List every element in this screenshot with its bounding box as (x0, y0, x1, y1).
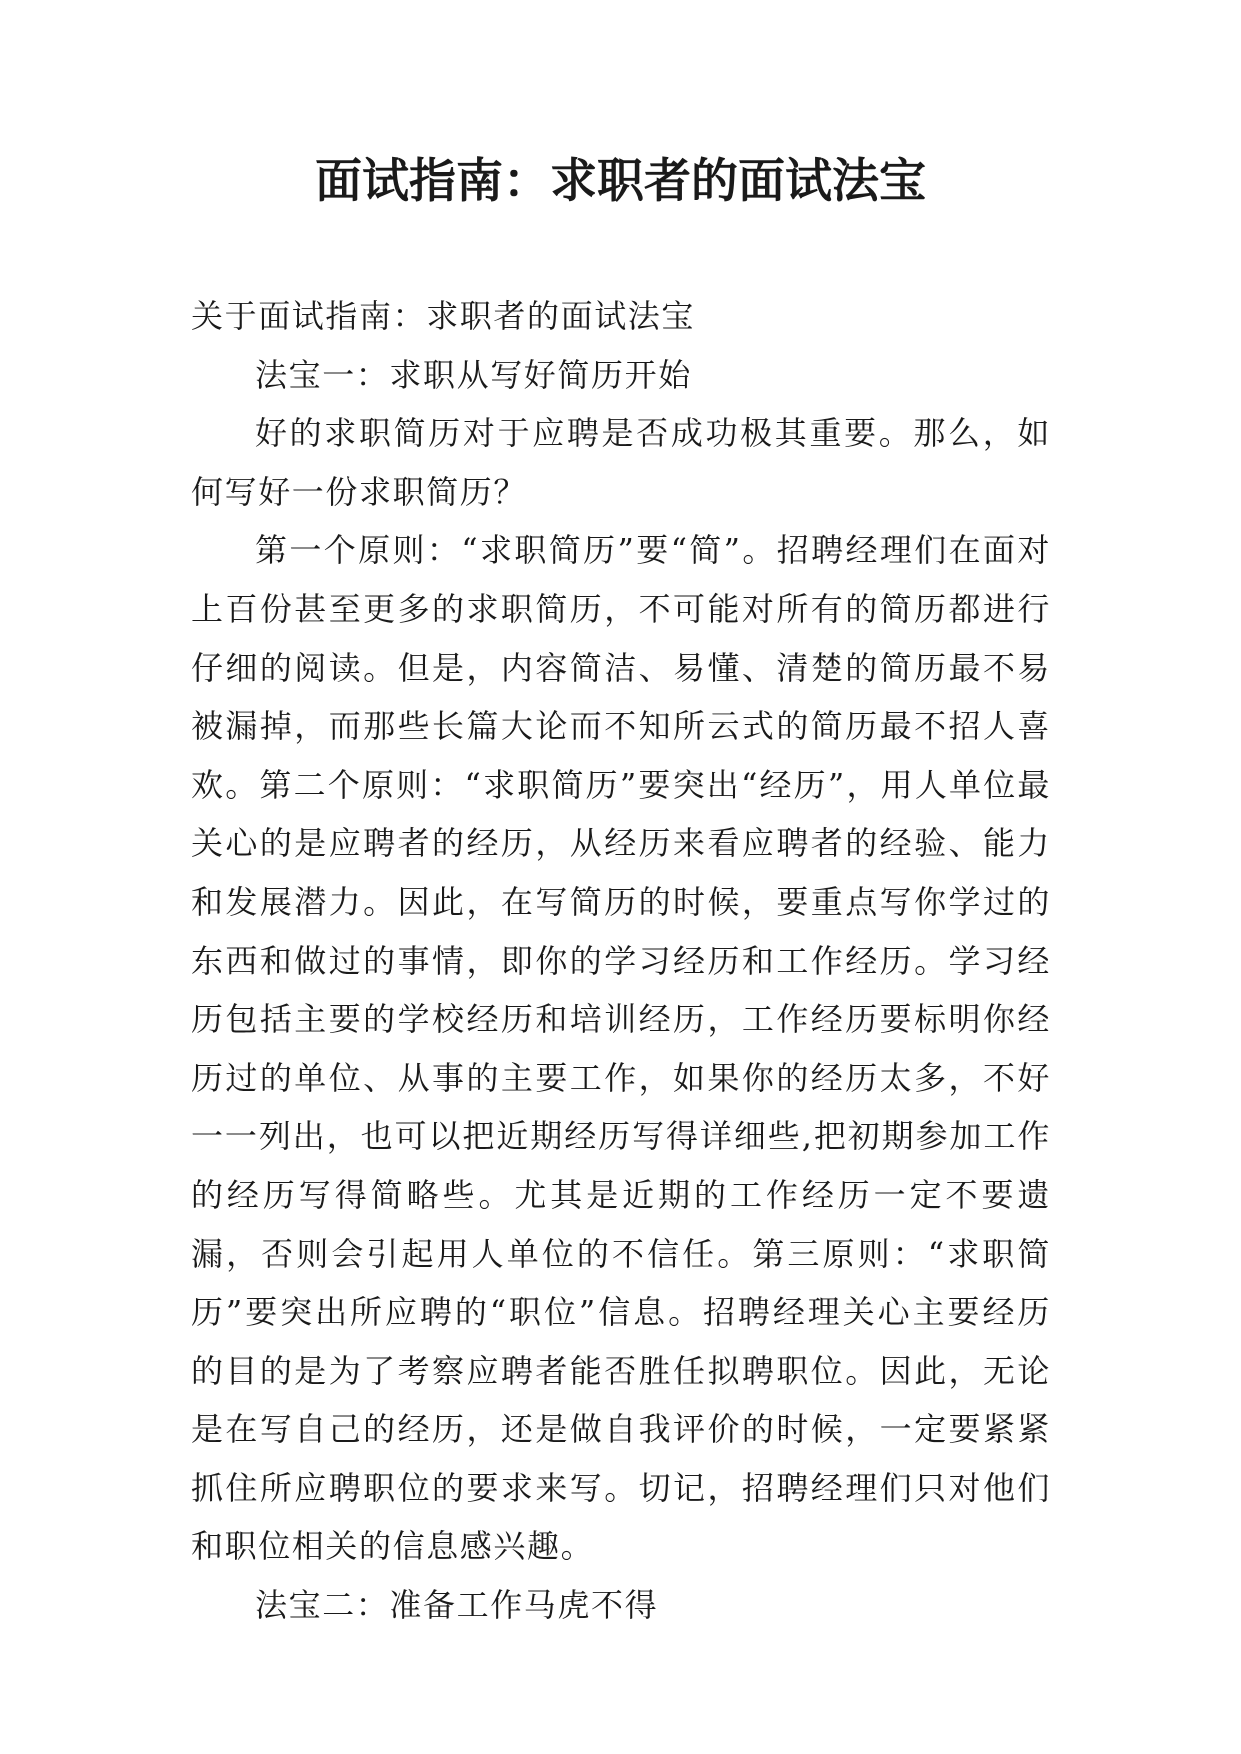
intro-line: 关于面试指南：求职者的面试法宝 (191, 297, 696, 335)
section-heading-1: 法宝一：求职从写好简历开始 (255, 355, 692, 394)
section-heading-2: 法宝二：准备工作马虎不得 (255, 1586, 659, 1625)
document-body (191, 287, 1051, 1635)
body-paragraph: 第一个原则：“求职简历”要“简”。招聘经理们在面对上百份甚至更多的求职简历，不可能对所有的简历都进行仔细的阅读。但是，内容简洁、易懂、清楚的简历最不易被漏掉，而那些长篇大论而不知所云式的简历最不招人喜欢。第二个原则：“求职简历”要突出“经历”，用人单位最关心的是应聘者的经历，从经历来看应聘者的经验、能力和发展潜力。因此，在写简历的时候，要重点写你学过的东西和做过的事情，即你的学习经历和工作经历。学习经历包括主要的学校经历和培训经历，工作经历要标明你经历过的单位、从事的主要工作，如果你的经历太多，不好一一列出，也可以把近期经历写得详细些,把初期参加工作的经历写得简略些。尤其是近期的工作经历一定不要遗漏，否则会引起用人单位的不信任。第三原则：“求职简历”要突出所应聘的“职位”信息。招聘经理关心主要经历的目的是为了考察应聘者能否胜任拟聘职位。因此，无论是在写自己的经历，还是做自我评价的时候，一定要紧紧抓住所应聘职位的要求来写。切记，招聘经理们只对他们和职位相关的信息感兴趣。 (191, 531, 1051, 1566)
body-paragraph: 好的求职简历对于应聘是否成功极其重要。那么，如何写好一份求职简历？ (191, 414, 1051, 511)
document-title: 面试指南：求职者的面试法宝 (315, 154, 926, 209)
